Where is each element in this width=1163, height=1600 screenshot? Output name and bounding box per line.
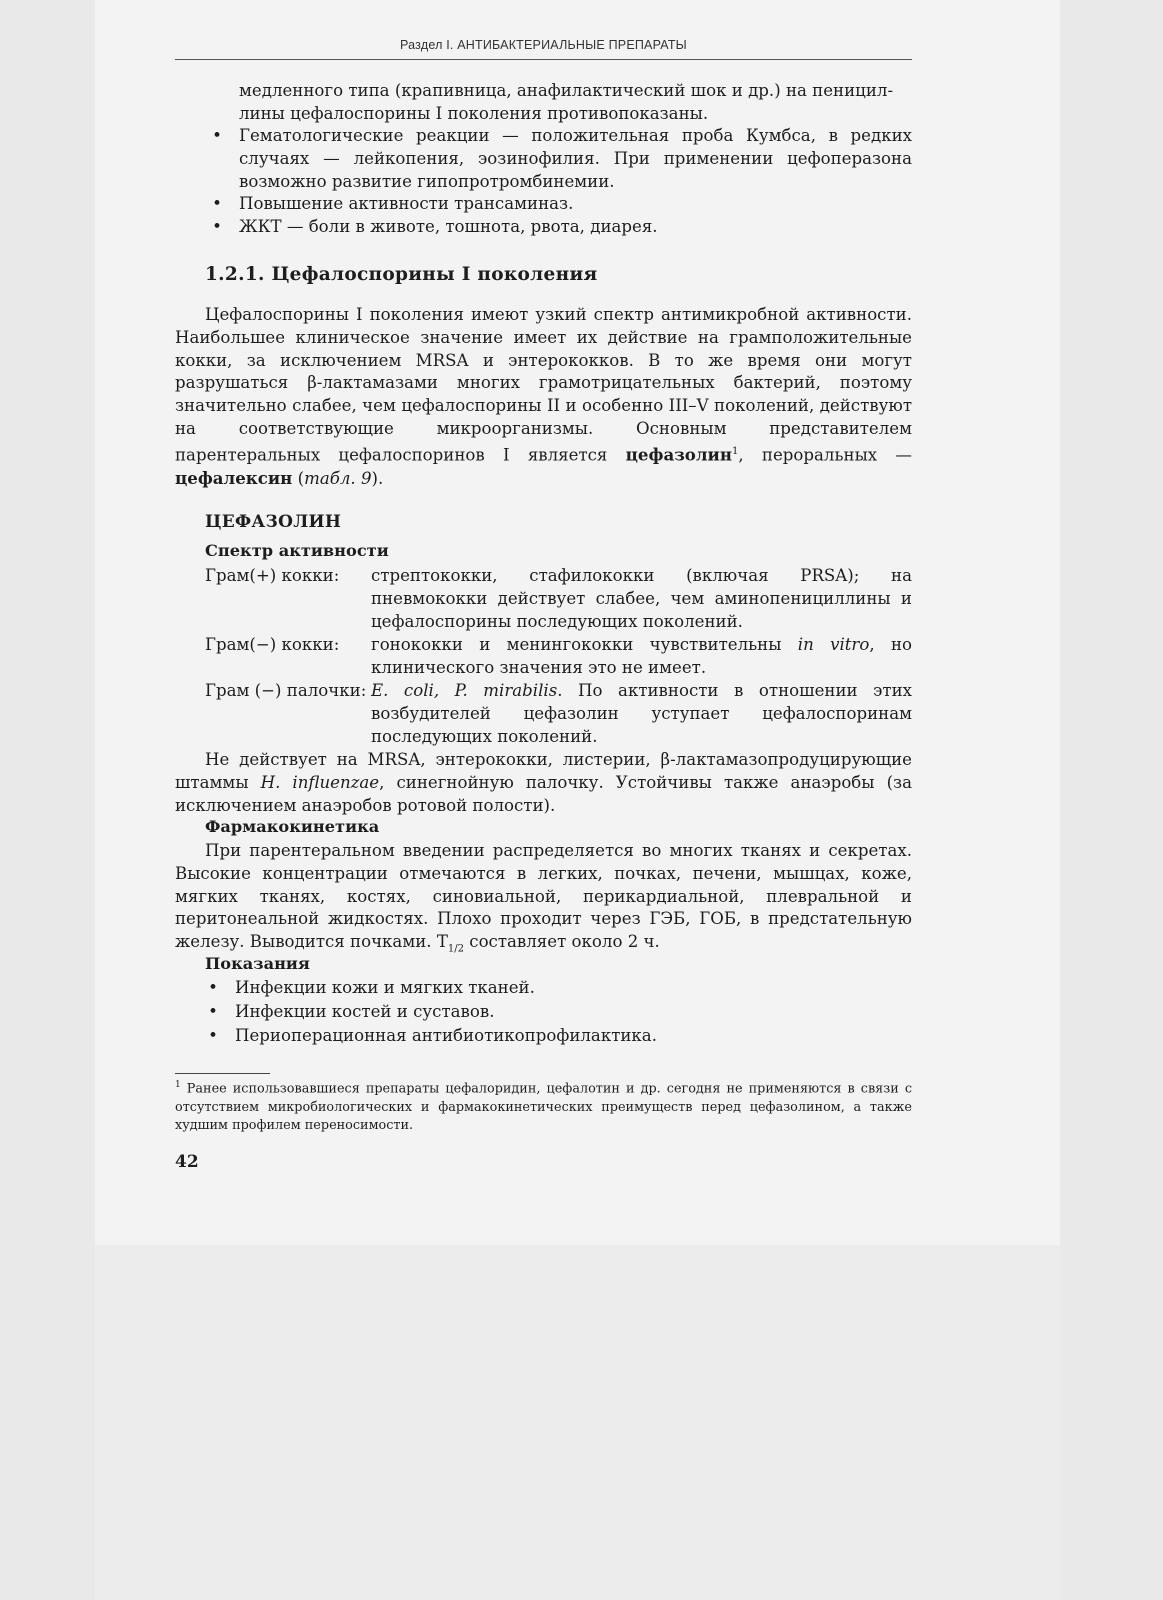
drug-cefalexin: цефалексин	[175, 468, 293, 489]
spectrum-row-gram-neg-rods	[205, 680, 912, 748]
list-item	[175, 976, 912, 1000]
cont-line-2: лины цефалоспорины I поколения противопоказаны.	[239, 103, 709, 123]
text-part: При парентеральном введении распределяется во многих тканях и секретах. Высокие концентрации отмечаются в легких, почках, печени, мышцах, коже, мягких тканях, костях, синовиальной, перикардиальной, плевральной и перитонеальной жидкостях. Плохо проходит через ГЭБ, ГОБ, в предстательную железу. Выводится почками. T	[175, 841, 912, 952]
italic-term: H. influenzae	[260, 772, 380, 792]
section-paragraph	[175, 304, 912, 491]
list-item-text: Инфекции кожи и мягких тканей.	[235, 978, 535, 997]
list-item	[175, 125, 912, 193]
drug-cefazolin: цефазолин	[625, 444, 733, 465]
bullet-icon: •	[208, 1026, 218, 1045]
text-part: Не действует на MRSA, энтерококки, листерии, β-лактамазопродуцирующие штаммы	[175, 750, 912, 792]
list-item	[175, 216, 912, 239]
list-item-text: Повышение активности трансаминаз.	[239, 194, 574, 214]
not-active-paragraph	[175, 749, 912, 817]
subscript: 1/2	[447, 943, 464, 955]
indications-title: Показания	[205, 954, 310, 973]
section-heading: 1.2.1. Цефалоспорины I поколения	[205, 264, 598, 285]
header-rule	[175, 59, 912, 60]
running-head: Раздел I. АНТИБАКТЕРИАЛЬНЫЕ ПРЕПАРАТЫ	[400, 38, 687, 52]
list-item	[175, 193, 912, 216]
spectrum-label: Грам (−) палочки:	[205, 681, 367, 700]
list-item	[175, 1000, 912, 1024]
spectrum-row-gram-neg-cocci	[205, 634, 912, 680]
table-ref[interactable]: табл. 9	[304, 469, 372, 489]
spectrum-title: Спектр активности	[205, 541, 389, 560]
footnote-rule	[175, 1073, 270, 1074]
scan-background	[95, 1245, 1060, 1600]
spectrum-text	[371, 680, 912, 748]
spectrum-label: Грам(−) кокки:	[205, 635, 340, 654]
bullet-icon: •	[208, 978, 218, 997]
text-part: гонококки и менингококки чувствительны	[371, 635, 798, 654]
indications-list	[175, 976, 912, 1048]
list-item-text: Периоперационная антибиотикопрофилактика.	[235, 1026, 657, 1045]
footnote	[175, 1076, 912, 1136]
bullet-icon: •	[208, 1002, 218, 1021]
italic-term: E. coli, P. mirabilis	[371, 681, 558, 700]
italic-term: in vitro	[797, 635, 870, 654]
list-item-text: Инфекции костей и суставов.	[235, 1002, 495, 1021]
para-text: ).	[371, 469, 384, 489]
text-part: . По активности в отношении этих возбудителей цефазолин уступает цефалоспоринам последующих поколений.	[371, 681, 913, 746]
footnote-ref[interactable]: 1	[732, 445, 739, 457]
spectrum-text	[371, 634, 912, 680]
list-item-text: Гематологические реакции — положительная проба Кумбса, в редких случаях — лейкопения, эозинофилия. При применении цефоперазона возможно развитие гипопротромбинемии.	[239, 126, 912, 191]
text-part: составляет около 2 ч.	[464, 932, 660, 952]
bullet-icon: •	[212, 126, 222, 145]
footnote-text: Ранее использовавшиеся препараты цефалоридин, цефалотин и др. сегодня не применяются в связи с отсутствием микробиологических и фармакокинетических преимуществ перед цефазолином, а также худшим профилем переносимости.	[175, 1081, 912, 1134]
footnote-mark: 1	[175, 1080, 181, 1090]
list-item	[175, 1024, 912, 1048]
intro-continuation	[175, 80, 912, 126]
list-item-text: ЖКТ — боли в животе, тошнота, рвота, диарея.	[239, 217, 658, 237]
spectrum-label: Грам(+) кокки:	[205, 566, 340, 585]
page-number: 42	[175, 1152, 199, 1172]
bullet-icon: •	[212, 217, 222, 237]
drug-title: ЦЕФАЗОЛИН	[205, 512, 342, 532]
para-text: Цефалоспорины I поколения имеют узкий спектр антимикробной активности. Наибольшее клиническое значение имеет их действие на грамположительные кокки, за исключением MRSA и энтерококков. В то же время они могут разрушаться β-лактамазами многих грамотрицательных бактерий, поэтому значительно слабее, чем цефалоспорины II и особенно III–V поколений, действуют на соответствующие микроорганизмы. Основным представителем парентеральных цефалоспоринов I является	[175, 305, 912, 465]
bullet-icon: •	[212, 194, 222, 214]
spectrum-row-gram-pos-cocci	[205, 565, 912, 633]
spectrum-text: стрептококки, стафилококки (включая PRSA); на пневмококки действует слабее, чем аминопенициллины и цефалоспорины последующих поколений.	[371, 566, 912, 631]
text-part: , но клинического значения это не имеет.	[371, 635, 912, 677]
text-part: , синегнойную палочку. Устойчивы также анаэробы (за исключением анаэробов ротовой полости).	[175, 772, 912, 815]
pk-title: Фармакокинетика	[205, 817, 380, 836]
pk-paragraph	[175, 840, 912, 961]
para-text: (	[292, 469, 305, 489]
side-effects-list	[175, 125, 912, 239]
cont-line-1: медленного типа (крапивница, анафилактический шок и др.) на пеницил-	[239, 81, 894, 100]
para-text: , пероральных —	[738, 445, 912, 465]
